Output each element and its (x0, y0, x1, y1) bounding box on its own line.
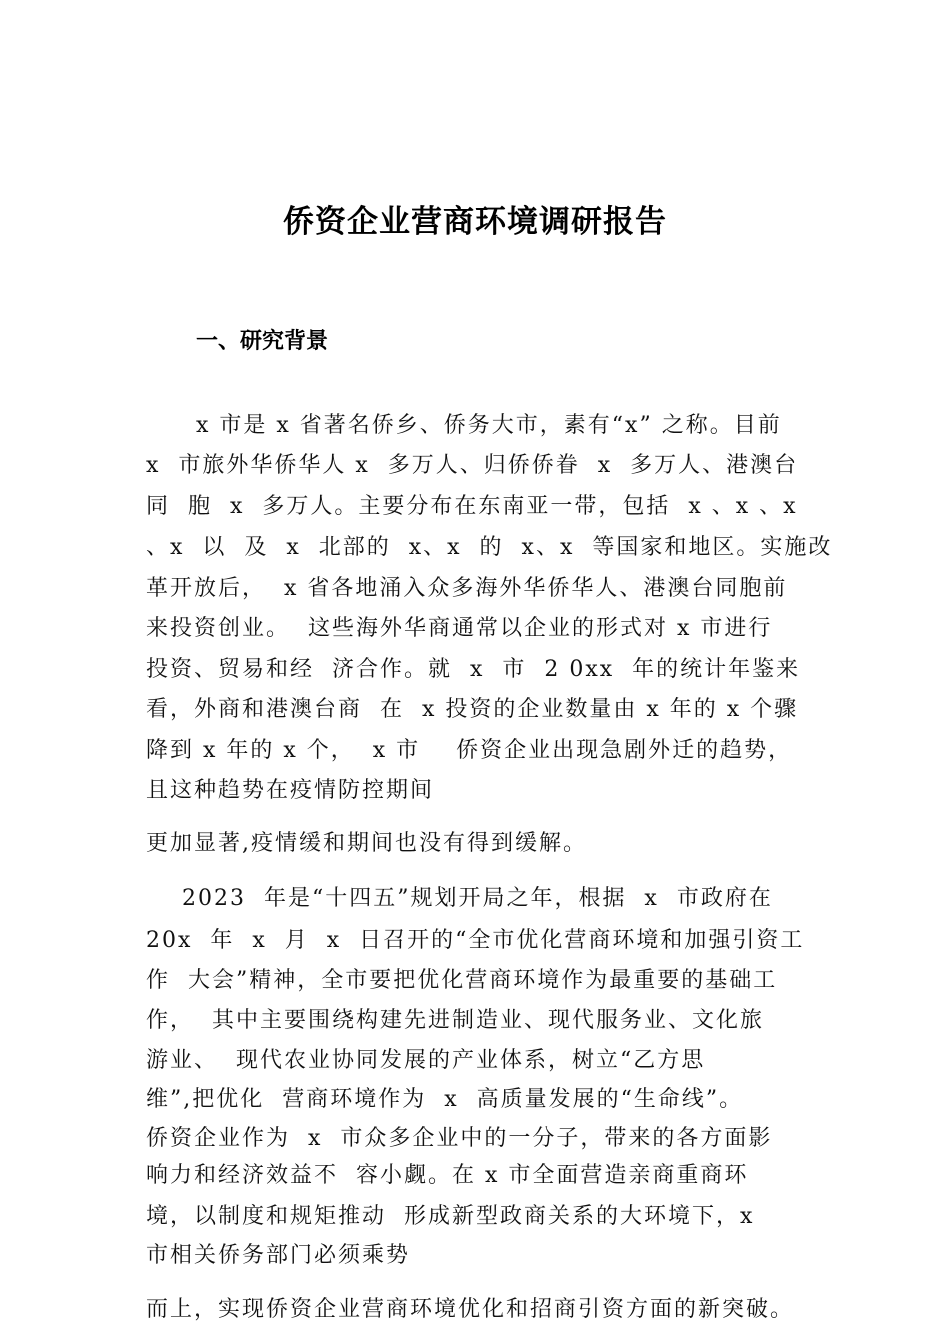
paragraph-line: 维”,把优化 营商环境作为 x 高质量发展的“生命线”。 (146, 1087, 744, 1112)
paragraph-line: 市相关侨务部门必须乘势 (146, 1243, 411, 1268)
paragraph-line: 且这种趋势在疫情防控期间 (146, 778, 435, 803)
paragraph-line: 、x 以 及 x 北部的 x、x 的 x、x 等国家和地区。实施改 (146, 535, 833, 560)
paragraph-line: 作， 其中主要围绕构建先进制造业、现代服务业、文化旅 (146, 1008, 764, 1033)
paragraph-line: x 市是 x 省著名侨乡、侨务大市，素有“x” 之称。目前 (196, 413, 782, 438)
paragraph-line: 境，以制度和规矩推动 形成新型政商关系的大环境下，x (146, 1204, 755, 1229)
paragraph-line: 响力和经济效益不 容小觑。在 x 市全面营造亲商重商环 (146, 1163, 749, 1188)
document-title: 侨资企业营商环境调研报告 (283, 204, 667, 240)
paragraph-line: 20x 年 x 月 x 日召开的“全市优化营商环境和加强引资工 (146, 928, 805, 953)
paragraph-line: 革开放后， x 省各地涌入众多海外华侨华人、港澳台同胞前 (146, 576, 788, 601)
paragraph-line: 同 胞 x 多万人。主要分布在东南亚一带，包括 x 、x 、x (146, 494, 798, 519)
paragraph-line: 来投资创业。 这些海外华商通常以企业的形式对 x 市进行 (146, 616, 773, 641)
section-heading-background: 一、研究背景 (196, 329, 329, 354)
paragraph-line: 投资、贸易和经 济合作。就 x 市 2 0xx 年的统计年鉴来 (146, 657, 801, 682)
paragraph-line: 游业、 现代农业协同发展的产业体系，树立“乙方思 (146, 1048, 706, 1073)
paragraph-line: x 市旅外华侨华人 x 多万人、归侨侨眷 x 多万人、港澳台 (146, 453, 799, 478)
paragraph-line: 而上，实现侨资企业营商环境优化和招商引资方面的新突破。 (146, 1297, 795, 1322)
paragraph-line: 看，外商和港澳台商 在 x 投资的企业数量由 x 年的 x 个骤 (146, 697, 799, 722)
paragraph-line: 作 大会”精神，全市要把优化营商环境作为最重要的基础工 (146, 968, 778, 993)
paragraph-line: 降到 x 年的 x 个， x 市 侨资企业出现急剧外迁的趋势， (146, 738, 793, 763)
paragraph-line: 2023 年是“十四五”规划开局之年，根据 x 市政府在 (146, 886, 773, 911)
paragraph-line: 更加显著,疫情缓和期间也没有得到缓解。 (146, 831, 587, 856)
paragraph-line: 侨资企业作为 x 市众多企业中的一分子，带来的各方面影 (146, 1126, 773, 1151)
